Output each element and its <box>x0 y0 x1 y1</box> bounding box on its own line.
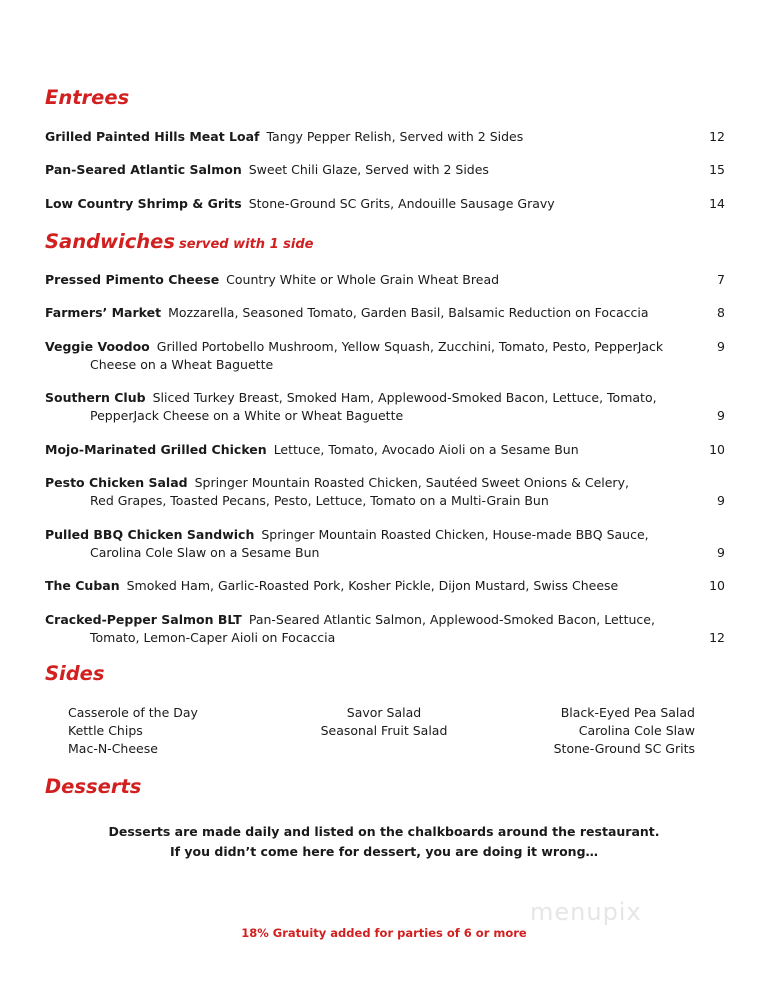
side-item: Stone-Ground SC Grits <box>553 741 695 756</box>
item-description: Mozzarella, Seasoned Tomato, Garden Basil, Balsamic Reduction on Focaccia <box>168 305 649 320</box>
sides-column-2 <box>284 704 484 740</box>
menu-item <box>45 304 725 322</box>
desserts-note <box>0 822 768 862</box>
item-name: Mojo-Marinated Grilled Chicken <box>45 442 267 457</box>
item-price: 10 <box>709 578 725 593</box>
side-item: Savor Salad <box>346 705 422 720</box>
item-price: 7 <box>717 272 725 287</box>
item-name: Veggie Voodoo <box>45 339 150 354</box>
sandwiches-heading <box>45 230 313 253</box>
item-description: Country White or Whole Grain Wheat Bread <box>226 272 500 287</box>
side-item: Kettle Chips <box>68 723 143 738</box>
item-description: Tangy Pepper Relish, Served with 2 Sides <box>266 129 524 144</box>
menu-item <box>45 577 725 595</box>
desserts-note-line-2: If you didn’t come here for dessert, you are doing it wrong… <box>169 844 599 859</box>
item-description-cont: Carolina Cole Slaw on a Sesame Bun <box>90 545 320 560</box>
desserts-note-line-1: Desserts are made daily and listed on the chalkboards around the restaurant. <box>108 824 660 839</box>
item-description: Lettuce, Tomato, Avocado Aioli on a Sesame Bun <box>273 442 579 457</box>
sides-heading: Sides <box>45 662 105 685</box>
item-description: Springer Mountain Roasted Chicken, Sautéed Sweet Onions & Celery, <box>194 475 629 490</box>
menu-item <box>45 128 725 146</box>
item-description-cont: Cheese on a Wheat Baguette <box>90 357 274 372</box>
item-description-cont: Tomato, Lemon-Caper Aioli on Focaccia <box>90 630 336 645</box>
menu-item <box>45 338 725 374</box>
item-description: Sliced Turkey Breast, Smoked Ham, Applewood-Smoked Bacon, Lettuce, Tomato, <box>152 390 657 405</box>
item-price: 12 <box>709 129 725 144</box>
item-name: Southern Club <box>45 390 146 405</box>
item-name: Pesto Chicken Salad <box>45 475 188 490</box>
side-item: Mac-N-Cheese <box>68 741 158 756</box>
item-price: 9 <box>717 493 725 508</box>
sandwiches-title: Sandwiches <box>45 230 176 253</box>
menu-item <box>45 161 725 179</box>
menu-item <box>45 611 725 647</box>
menu-item <box>45 195 725 213</box>
item-description-cont: PepperJack Cheese on a White or Wheat Baguette <box>90 408 404 423</box>
item-description: Springer Mountain Roasted Chicken, House-made BBQ Sauce, <box>261 527 649 542</box>
item-price: 8 <box>717 305 725 320</box>
item-description: Grilled Portobello Mushroom, Yellow Squash, Zucchini, Tomato, Pesto, PepperJack <box>156 339 664 354</box>
entrees-heading: Entrees <box>45 86 130 109</box>
item-description: Pan-Seared Atlantic Salmon, Applewood-Smoked Bacon, Lettuce, <box>248 612 655 627</box>
item-name: Cracked-Pepper Salmon BLT <box>45 612 242 627</box>
item-description: Smoked Ham, Garlic-Roasted Pork, Kosher Pickle, Dijon Mustard, Swiss Cheese <box>126 578 619 593</box>
side-item: Carolina Cole Slaw <box>578 723 695 738</box>
item-name: The Cuban <box>45 578 120 593</box>
item-description: Stone-Ground SC Grits, Andouille Sausage Gravy <box>248 196 555 211</box>
item-name: Grilled Painted Hills Meat Loaf <box>45 129 260 144</box>
item-price: 9 <box>717 339 725 354</box>
item-name: Farmers’ Market <box>45 305 162 320</box>
item-price: 9 <box>717 408 725 423</box>
item-name: Pressed Pimento Cheese <box>45 272 220 287</box>
menu-item <box>45 441 725 459</box>
sides-column-1 <box>68 704 198 758</box>
side-item: Black-Eyed Pea Salad <box>560 705 695 720</box>
item-price: 14 <box>709 196 725 211</box>
item-price: 15 <box>709 162 725 177</box>
item-price: 10 <box>709 442 725 457</box>
sides-column-3 <box>495 704 695 758</box>
side-item: Seasonal Fruit Salad <box>320 723 448 738</box>
item-name: Low Country Shrimp & Grits <box>45 196 242 211</box>
item-description-cont: Red Grapes, Toasted Pecans, Pesto, Lettuce, Tomato on a Multi-Grain Bun <box>90 493 549 508</box>
gratuity-note: 18% Gratuity added for parties of 6 or more <box>241 926 527 940</box>
item-name: Pan-Seared Atlantic Salmon <box>45 162 242 177</box>
item-description: Sweet Chili Glaze, Served with 2 Sides <box>248 162 489 177</box>
item-price: 9 <box>717 545 725 560</box>
sandwiches-subheading: served with 1 side <box>179 237 314 252</box>
menu-item <box>45 271 725 289</box>
menu-item <box>45 389 725 425</box>
menu-item <box>45 526 725 562</box>
item-price: 12 <box>709 630 725 645</box>
menupix-watermark: menupix <box>530 898 642 926</box>
desserts-heading: Desserts <box>45 775 142 798</box>
item-name: Pulled BBQ Chicken Sandwich <box>45 527 255 542</box>
side-item: Casserole of the Day <box>68 705 198 720</box>
menu-item <box>45 474 725 510</box>
